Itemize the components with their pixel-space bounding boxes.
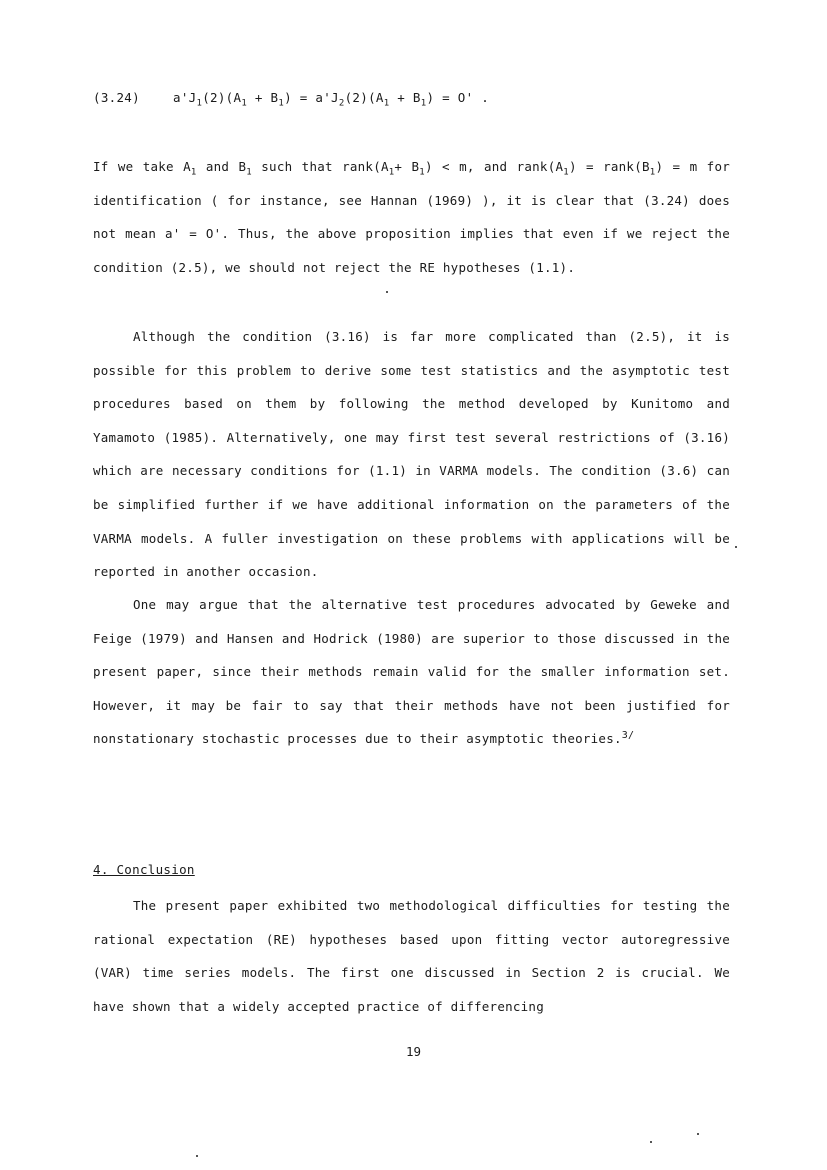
section-heading-conclusion: 4. Conclusion [93,862,195,877]
equation-part: + B [389,90,421,105]
subscript: 1 [190,167,197,178]
equation-subscript: 1 [241,98,248,109]
page-number: 19 [405,1044,422,1059]
equation-part: (2)(A [344,90,384,105]
equation-subscript: 1 [196,98,203,109]
text-segment: If we take A [93,159,191,174]
text-segment: ) < m, and rank(A [424,159,564,174]
subscript: 1 [563,167,569,178]
equation-subscript: 1 [383,98,390,109]
equation-part: (2)(A [202,90,242,105]
scan-speck [735,546,737,548]
scan-speck [196,1155,198,1157]
text-segment: ) = rank(B [568,159,650,174]
subscript: 1 [419,167,425,178]
equation-number: (3.24) [93,90,140,105]
equation-part: ) = a'J [284,90,339,105]
paragraph-text: The present paper exhibited two methodological difficulties for testing the rational expectation (RE) hypotheses based upon fitting vector autoregressive (VAR) time series models. The first one discussed in Section 2 is crucial. We have shown that a widely accepted practice of differencing [93,898,730,1014]
paragraph-identification [93,150,730,284]
equation-part: + B [247,90,279,105]
text-segment: and B [196,159,247,174]
equation-3-24 [93,90,489,109]
subscript: 1 [388,167,395,178]
paragraph-text: One may argue that the alternative test procedures advocated by Geweke and Feige (1979) and Hansen and Hodrick (1980) are superior to those discussed in the present paper, since their methods remain valid for the smaller information set. However, it may be fair to say that their methods have not been justified for nonstationary stochastic processes due to their asymptotic theories. [93,597,730,747]
equation-part: a'J [173,90,197,105]
text-segment: such that rank(A [251,159,389,174]
text-segment: + B [394,159,420,174]
paragraph-alternative-tests [93,588,730,756]
equation-part: ) = O' . [426,90,490,105]
subscript: 1 [246,167,252,178]
paragraph-text: Although the condition (3.16) is far more complicated than (2.5), it is possible for this problem to derive some test statistics and the asymptotic test procedures based on them by following the method developed by Kunitomo and Yamamoto (1985). Alternatively, one may first test several restrictions of (3.16) which are necessary conditions for (1.1) in VARMA models. The condition (3.6) can be simplified further if we have additional information on the parameters of the VARMA models. A fuller investigation on these problems with applications will be reported in another occasion. [93,329,730,580]
scan-speck [386,291,388,293]
equation-subscript: 1 [420,98,427,109]
subscript: 1 [649,167,656,178]
scan-speck [697,1133,699,1135]
text-segment: ) = m for identification ( for instance, see Hannan (1969) ), it is clear that (3.24) does not mean a' = O'. Thus, the above proposition implies that even if we reject the condition (2.5), we should not reject the RE hypotheses (1.1). [93,159,731,275]
equation-subscript: 1 [278,98,285,109]
footnote-mark: 3/ [621,730,635,742]
equation-subscript: 2 [338,98,345,109]
scan-speck [650,1141,652,1143]
paragraph-conclusion [93,889,730,1023]
paragraph-condition-3-16 [93,320,730,589]
